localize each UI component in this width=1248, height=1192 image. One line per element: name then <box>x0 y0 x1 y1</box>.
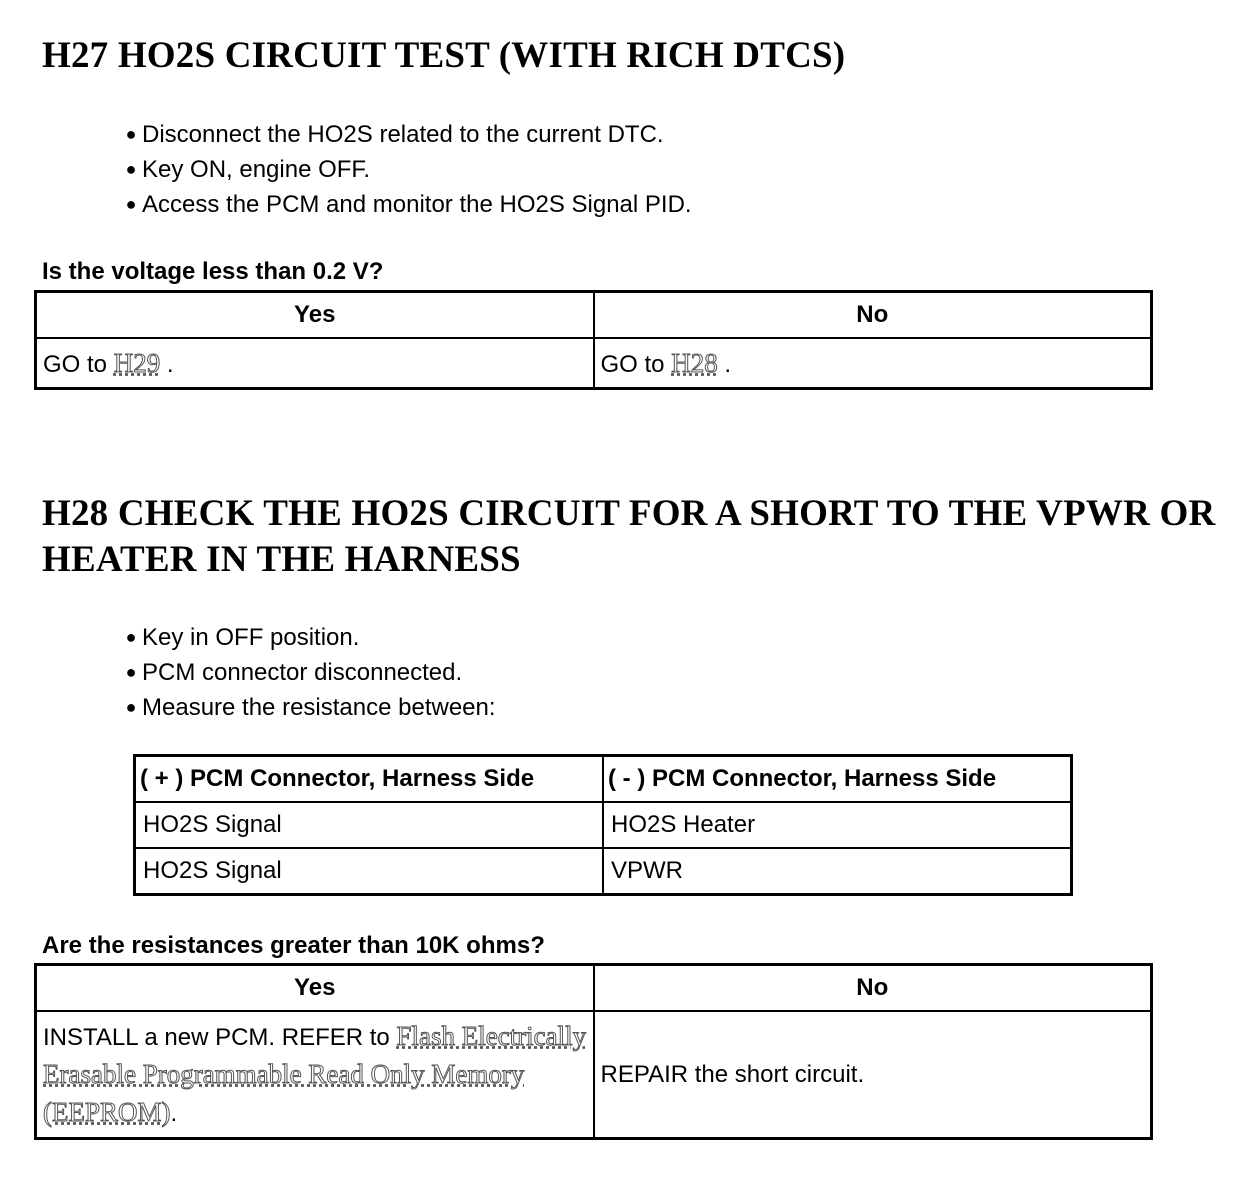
step-text: Access the PCM and monitor the HO2S Signal PID. <box>142 191 692 218</box>
table-header-row <box>36 292 1152 339</box>
step-text: Key in OFF position. <box>142 624 360 651</box>
link-h28[interactable]: H28 <box>671 347 718 378</box>
list-item <box>120 620 496 655</box>
yes-header: Yes <box>36 292 594 339</box>
h27-step-list <box>120 117 692 222</box>
measurement-table <box>133 754 1073 896</box>
h27-yes-no-table <box>34 290 1153 390</box>
table-row <box>135 848 1072 895</box>
table-row <box>135 802 1072 848</box>
table-cell: VPWR <box>603 848 1072 895</box>
link-flash-eeprom[interactable]: Flash Electrically Erasable Programmable Read Only Memory (EEPROM) <box>43 1020 587 1127</box>
h28-question: Are the resistances greater than 10K ohms? <box>42 932 545 959</box>
bullet-icon: ● <box>125 627 137 647</box>
link-h29[interactable]: H29 <box>113 347 161 378</box>
yes-cell <box>36 338 594 389</box>
list-item <box>120 117 692 152</box>
table-row <box>36 338 1152 389</box>
table-row <box>36 1011 1152 1139</box>
list-item <box>120 152 692 187</box>
yes-suffix: . <box>160 350 174 378</box>
table-header-row <box>36 965 1152 1012</box>
step-text: Disconnect the HO2S related to the current DTC. <box>142 121 664 148</box>
yes-suffix: . <box>170 1099 178 1127</box>
list-item <box>120 655 496 690</box>
no-suffix: . <box>717 350 732 378</box>
table-cell: HO2S Heater <box>603 802 1072 848</box>
no-prefix: GO to <box>600 350 665 378</box>
h28-yes-no-table <box>34 963 1153 1140</box>
h27-title: H27 HO2S CIRCUIT TEST (WITH RICH DTCS) <box>42 35 846 76</box>
h28-step-list <box>120 620 496 725</box>
h27-question: Is the voltage less than 0.2 V? <box>42 258 384 285</box>
yes-cell <box>36 1011 594 1139</box>
bullet-icon: ● <box>125 159 137 179</box>
no-cell <box>594 338 1152 389</box>
table-cell: HO2S Signal <box>135 848 604 895</box>
bullet-icon: ● <box>125 662 137 682</box>
step-text: Measure the resistance between: <box>142 694 496 721</box>
negative-connector-header: ( - ) PCM Connector, Harness Side <box>603 756 1072 803</box>
yes-header: Yes <box>36 965 594 1012</box>
no-header: No <box>594 965 1152 1012</box>
step-text: PCM connector disconnected. <box>142 659 463 686</box>
list-item <box>120 690 496 725</box>
table-cell: HO2S Signal <box>135 802 604 848</box>
yes-prefix: INSTALL a new PCM. REFER to <box>43 1023 390 1051</box>
yes-prefix: GO to <box>43 350 108 378</box>
step-text: Key ON, engine OFF. <box>142 156 371 183</box>
h28-title: H28 CHECK THE HO2S CIRCUIT FOR A SHORT TO THE VPWR OR HEATER IN THE HARNESS <box>42 493 1216 580</box>
bullet-icon: ● <box>125 697 137 717</box>
positive-connector-header: ( + ) PCM Connector, Harness Side <box>135 756 604 803</box>
no-cell: REPAIR the short circuit. <box>594 1011 1152 1139</box>
bullet-icon: ● <box>125 124 137 144</box>
list-item <box>120 187 692 222</box>
no-header: No <box>594 292 1152 339</box>
table-header-row <box>135 756 1072 803</box>
bullet-icon: ● <box>125 194 137 214</box>
